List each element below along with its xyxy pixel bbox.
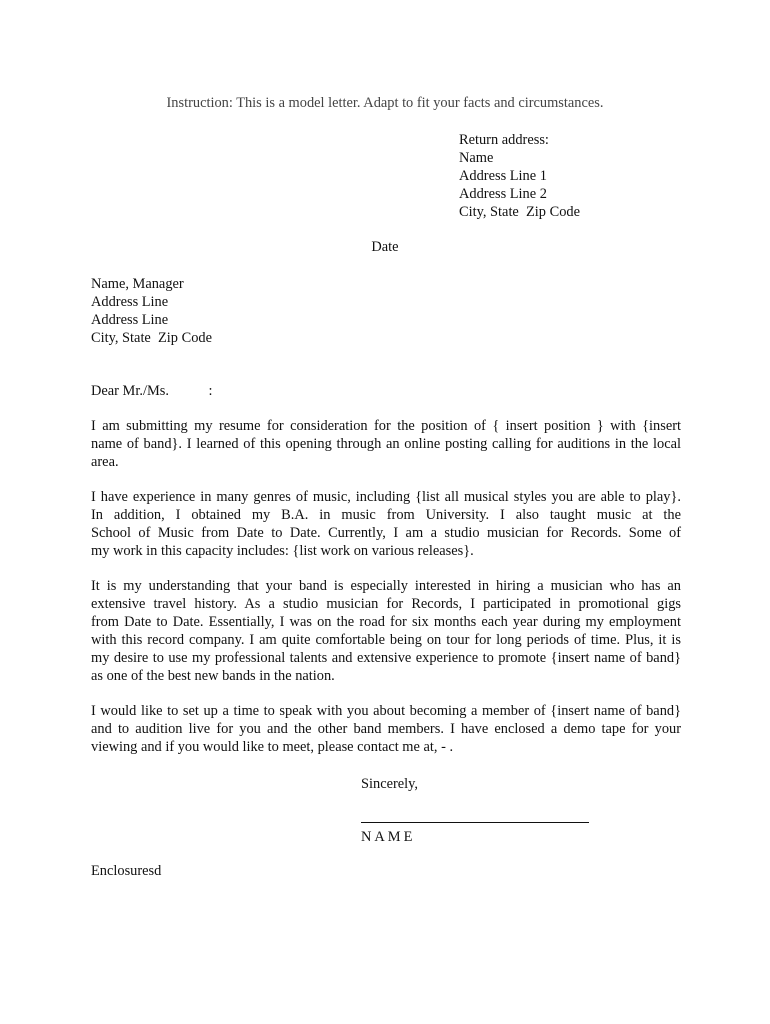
body-paragraph-2 [91,488,681,560]
closing: Sincerely, [361,776,419,792]
enclosure-note: Enclosuresd [91,863,162,879]
recipient-line-2: Address Line [91,312,169,328]
body-paragraph-3 [91,577,681,685]
paragraph-line: I would like to set up a time to speak with you about becoming a member of {insert name of band} [91,703,681,719]
paragraph-line: with this record company. I am quite comfortable being on tour for long periods of time. Plus, it is [91,632,681,648]
return-address-heading: Return address: [459,132,549,148]
signature-name: NAME [361,829,416,845]
body-paragraph-4 [91,702,681,756]
recipient-name: Name, Manager [91,276,184,292]
paragraph-line: School of Music from Date to Date. Currently, I am a studio musician for Records. Some of [91,525,681,541]
recipient-line-1: Address Line [91,294,169,310]
instruction-note: Instruction: This is a model letter. Adapt to fit your facts and circumstances. [166,95,604,111]
salutation: Dear Mr./Ms. : [91,383,213,399]
body-paragraph-1 [91,417,681,471]
paragraph-line: from Date to Date. Essentially, I was on the road for six months each year during my employment [91,614,681,630]
return-address-line-2: Address Line 2 [459,186,547,202]
recipient-city: City, State Zip Code [91,330,212,346]
paragraph-line: In addition, I obtained my B.A. in music from University. I also taught music at the [91,507,681,523]
return-address-city: City, State Zip Code [459,204,580,220]
letter-date: Date [371,239,399,255]
paragraph-line: as one of the best new bands in the nation. [91,668,335,684]
paragraph-line: and to audition live for you and the other band members. I have enclosed a demo tape for your [91,721,681,737]
return-address-name: Name [459,150,494,166]
paragraph-line: my work in this capacity includes: {list work on various releases}. [91,543,474,559]
signature-line [361,822,589,823]
paragraph-line: I have experience in many genres of music, including {list all musical styles you are able to play}. [91,489,681,505]
paragraph-line: I am submitting my resume for consideration for the position of { insert position } with {insert [91,418,681,434]
paragraph-line: area. [91,454,119,470]
paragraph-line: It is my understanding that your band is especially interested in hiring a musician who has an [91,578,681,594]
paragraph-line: name of band}. I learned of this opening through an online posting calling for auditions in the local [91,436,681,452]
return-address-line-1: Address Line 1 [459,168,547,184]
paragraph-line: my desire to use my professional talents and extensive experience to promote {insert name of band} [91,650,681,666]
paragraph-line: viewing and if you would like to meet, please contact me at, - . [91,739,454,755]
paragraph-line: extensive travel history. As a studio musician for Records, I participated in promotional gigs [91,596,681,612]
